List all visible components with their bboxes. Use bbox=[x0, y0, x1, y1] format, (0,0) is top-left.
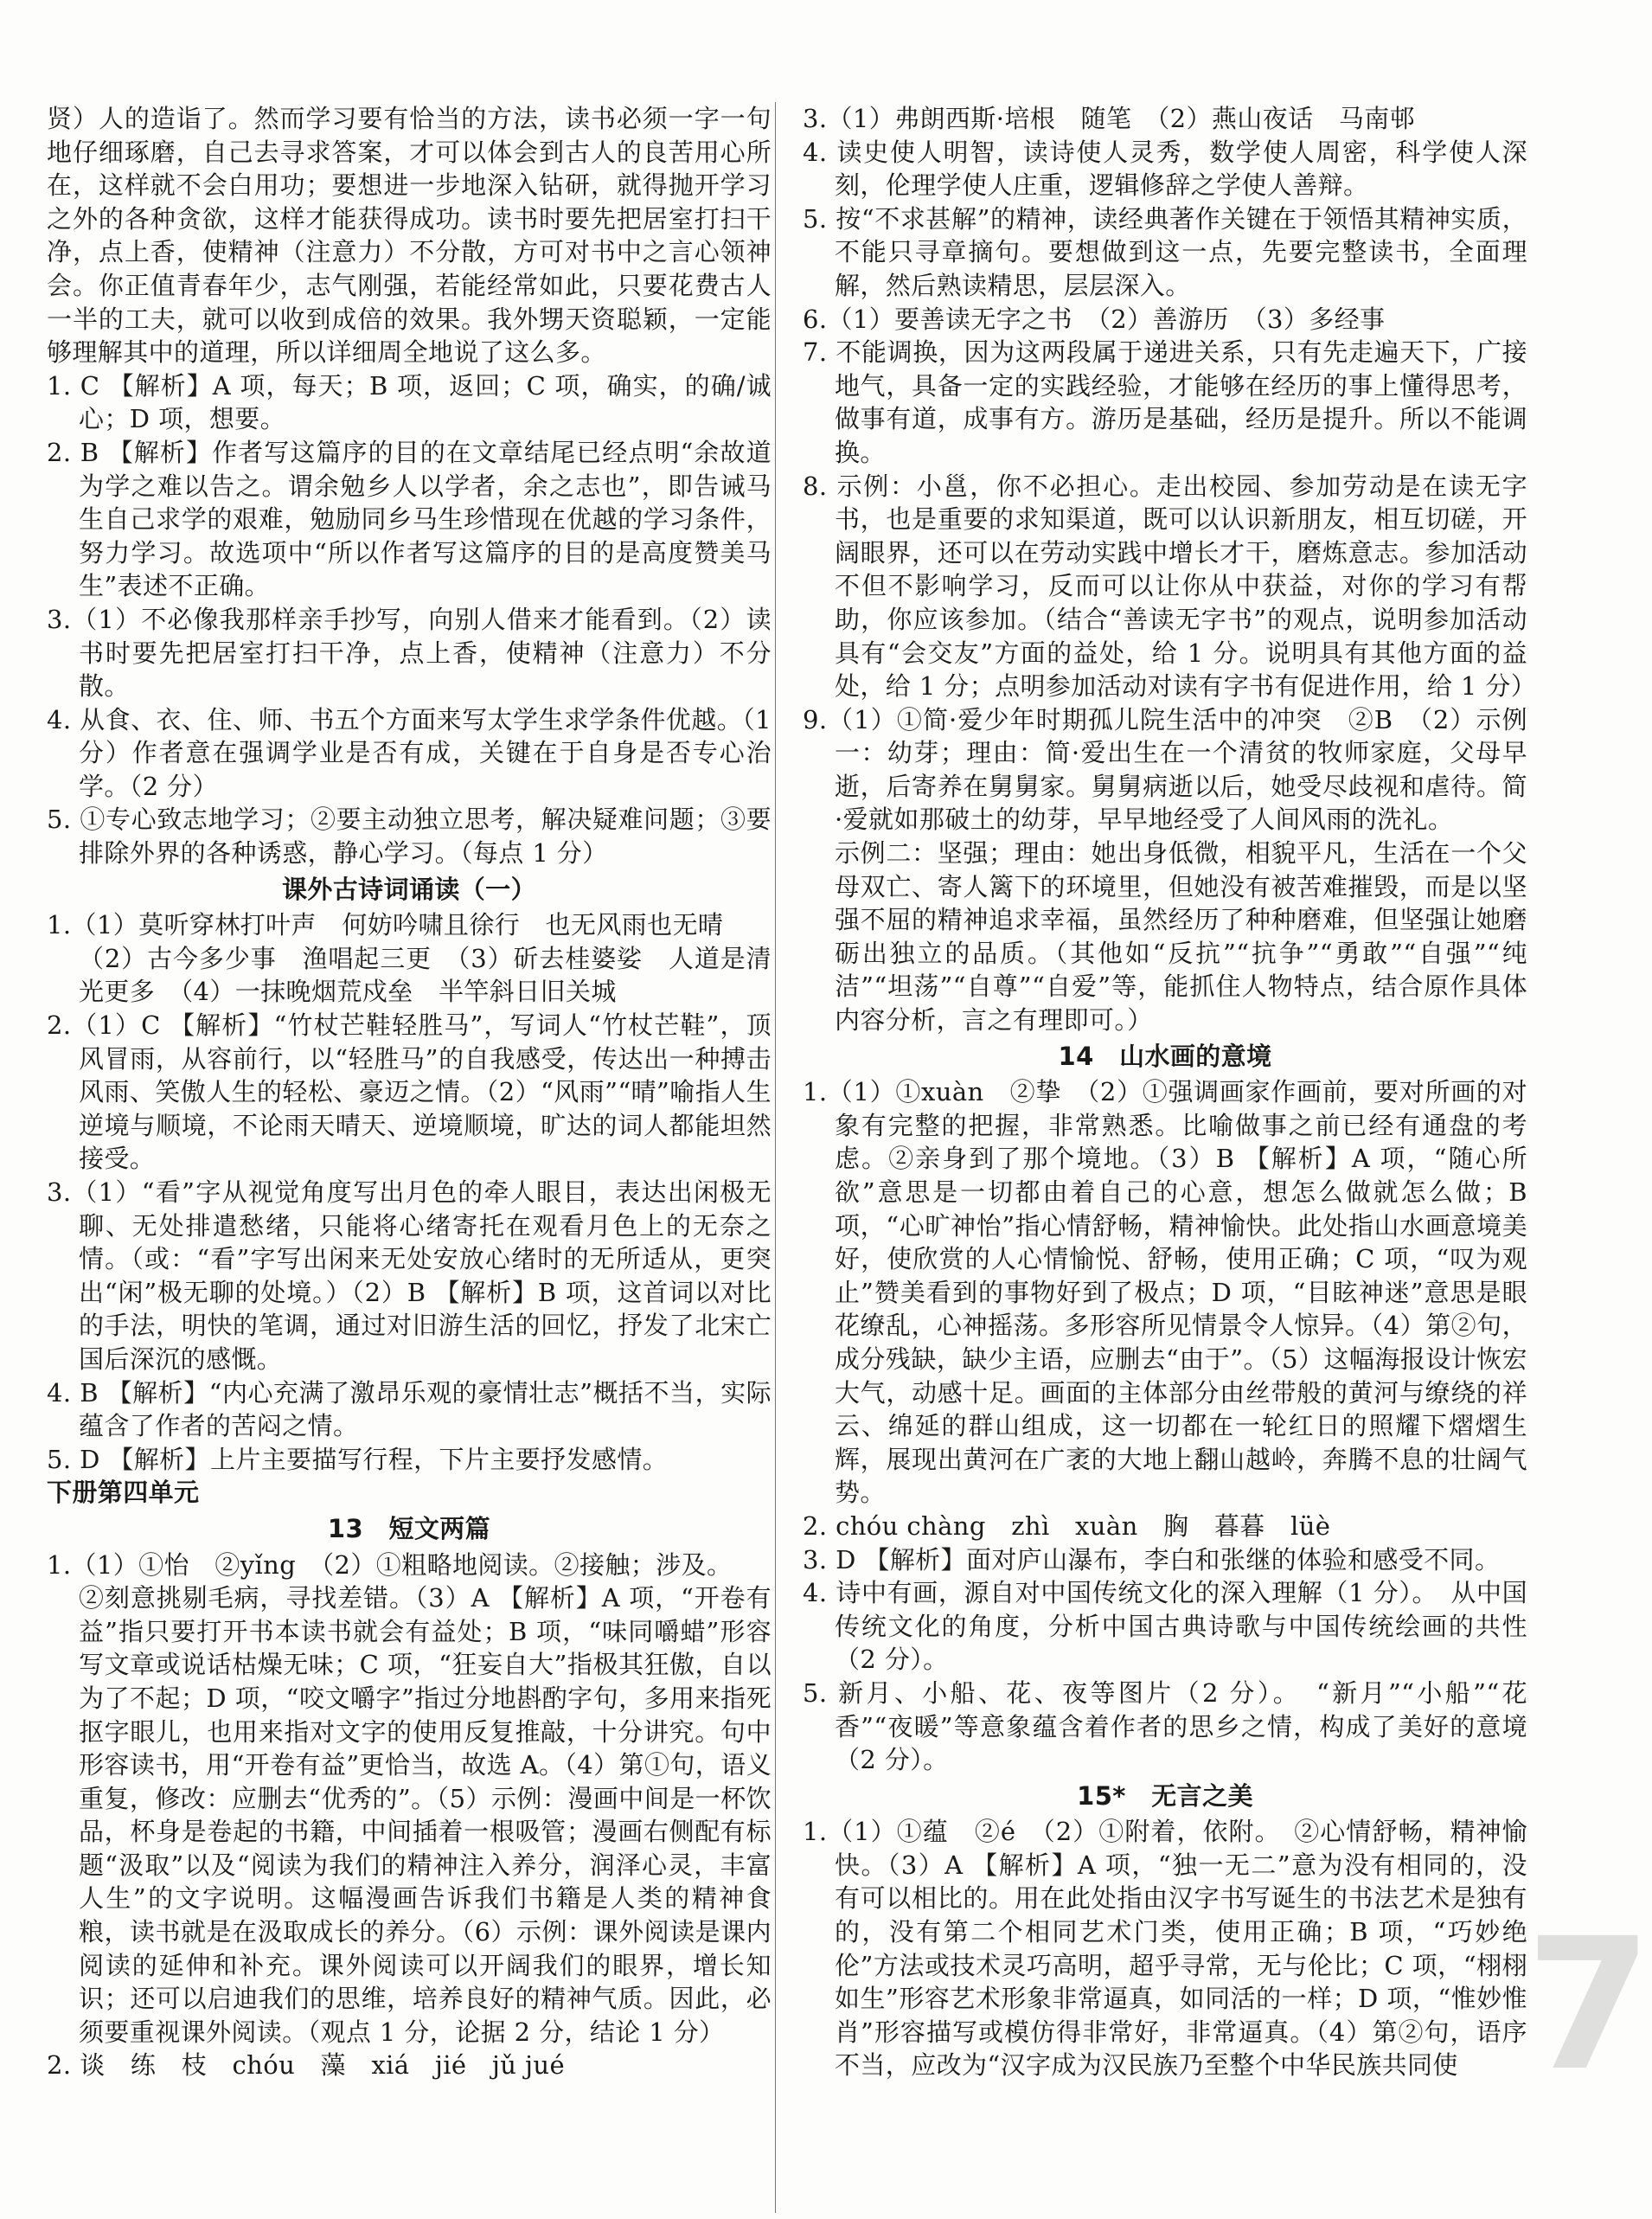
answer-item: 1.（1）①xuàn ②挚 （2）①强调画家作画前，要对所画的对象有完整的把握，非常熟悉。比喻做事之前已经有通盘的考虑。②亲身到了那个境地。（3）B 【解析】A 项，“随心所欲”意思是一切都由着自己的心意，想怎么做就怎么做；B 项，“心旷神怡”指心情舒畅，精神愉快。此处指山水画意境美好，使欣赏的人心情愉悦、舒畅，使用正确；C 项，“叹为观止”赞美看到的事物好到了极点；D 项，“目眩神迷”意思是眼花缭乱，心神摇荡。多形容所见情景令人惊异。（4）第②句，成分残缺，缺少主语，应删去“由于”。（5）这幅海报设计恢宏大气，动感十足。画面的主体部分由丝带般的黄河与缭绕的祥云、绵延的群山组成，这一切都在一轮红日的照耀下熠熠生辉，展现出黄河在广袤的大地上翻山越岭，奔腾不息的壮阔气势。 bbox=[803, 1077, 1527, 1508]
page-number: 7 bbox=[1526, 1899, 1652, 2111]
answer-item: 5. 新月、小船、花、夜等图片（2 分）。 “新月”“小船”“花香”“夜暖”等意象蕴含着作者的思乡之情，构成了美好的意境（2 分）。 bbox=[803, 1677, 1527, 1775]
answer-item: 5. 按“不求甚解”的精神，读经典著作关键在于领悟其精神实质，不能只寻章摘句。要想做到这一点，先要完整读书，全面理解，然后熟读精思，层层深入。 bbox=[803, 203, 1527, 300]
answer-item: 1.（1）莫听穿林打叶声 何妨吟啸且徐行 也无风雨也无晴 bbox=[47, 910, 724, 940]
paragraph: 贤）人的造诣了。然而学习要有恰当的方法，读书必须一字一句地仔细琢磨，自己去寻求答案，才可以体会到古人的良苦用心所在，这样就不会白用功；要想进一步地深入钻研，就得抛开学习之外的各种贪欲，这样才能获得成功。读书时要先把居室打扫干净，点上香，使精神（注意力）不分散，方可对书中之言心领神会。你正值青春年少，志气刚强，若能经常如此，只要花费古人一半的工夫，就可以收到成倍的效果。我外甥天资聪颖，一定能够理解其中的道理，所以详细周全地说了这么多。 bbox=[47, 104, 772, 368]
answer-item: 2.（1）C 【解析】“竹杖芒鞋轻胜马”，写词人“竹杖芒鞋”，顶风冒雨，从容前行，以“轻胜马”的自我感受，传达出一种搏击风雨、笑傲人生的轻松、豪迈之情。（2）“风雨”“晴”喻指人生逆境与顺境，不论雨天晴天、逆境顺境，旷达的词人都能坦然接受。 bbox=[47, 1010, 772, 1174]
answer-item: 1.（1）①蕴 ②é （2）①附着，依附。 ②心情舒畅，精神愉快。（3）A 【解析】A 项，“独一无二”意为没有相同的，没有可以相比的。用在此处指由汉字书写诞生的书法艺术是独有的，没有第二个相同艺术门类，使用正确；B 项，“巧妙绝伦”方法或技术灵巧高明，超乎寻常，无与伦比；C 项，“栩栩如生”形容艺术形象非常逼真，如同活的一样；D 项，“惟妙惟肖”形容描写或模仿得非常好，非常逼真。（4）第②句，语序不当，应改为“汉字成为汉民族乃至整个中华民族共同使 bbox=[803, 1817, 1527, 2081]
answer-item: 3.（1）不必像我那样亲手抄写，向别人借来才能看到。（2）读书时要先把居室打扫干净，点上香，使精神（注意力）不分散。 bbox=[47, 604, 772, 702]
unit-heading: 下册第四单元 bbox=[47, 1478, 200, 1508]
right-column bbox=[803, 102, 1537, 2082]
answer-item: 2. 谈 练 枝 chóu 藻 xiá jié jǔ jué bbox=[47, 2050, 566, 2081]
answer-item: 2. B 【解析】作者写这篇序的目的在文章结尾已经点明“余故道为学之难以告之。谓余勉乡人以学者，余之志也”，即告诫马生自己求学的艰难，勉励同乡马生珍惜现在优越的学习条件，努力学习。故选项中“所以作者写这篇序的目的是高度赞美马生”表述不正确。 bbox=[47, 437, 772, 601]
left-column bbox=[47, 102, 772, 2082]
answer-item: 4. 读史使人明智，读诗使人灵秀，数学使人周密，科学使人深刻，伦理学使人庄重，逻辑修辞之学使人善辩。 bbox=[803, 137, 1527, 201]
answer-item: 3. D 【解析】面对庐山瀑布，李白和张继的体验和感受不同。 bbox=[803, 1544, 1501, 1574]
section-title: 14 山水画的意境 bbox=[1058, 1041, 1272, 1071]
answer-item: 1. C 【解析】A 项，每天；B 项，返回；C 项，确实，的确/诚心；D 项，想要。 bbox=[47, 370, 772, 434]
answer-item: 4. B 【解析】“内心充满了激昂乐观的豪情壮志”概括不当，实际蕴含了作者的苦闷之情。 bbox=[47, 1377, 772, 1441]
answer-item: 4. 从食、衣、住、师、书五个方面来写太学生求学条件优越。（1 分）作者意在强调学业是否有成，关键在于自身是否专心治学。（2 分） bbox=[47, 704, 772, 801]
section-title: 课外古诗词诵读（一） bbox=[281, 874, 536, 904]
column-divider bbox=[775, 102, 776, 2213]
answer-item: 3.（1）弗朗西斯·培根 随笔 （2）燕山夜话 马南邨 bbox=[803, 104, 1416, 133]
answer-item: 5. ①专心致志地学习；②要主动独立思考，解决疑难问题；③要排除外界的各种诱惑，静心学习。（每点 1 分） bbox=[47, 805, 772, 869]
answer-item: 5. D 【解析】上片主要描写行程，下片主要抒发感情。 bbox=[47, 1444, 669, 1474]
answer-item: 6.（1）要善读无字之书 （2）善游历 （3）多经事 bbox=[803, 304, 1386, 334]
answer-continuation: ②刻意挑剔毛病，寻找差错。（3）A 【解析】A 项，“开卷有益”指只要打开书本读书就会有益处；B 项，“味同嚼蜡”形容写文章或说话枯燥无味；C 项，“狂妄自大”指极其狂傲，自以为了不起；D 项，“咬文嚼字”指过分地斟酌字句，多用来指死抠字眼儿，也用来指对文字的使用反复推敲，十分讲究。句中形容读书，用“开卷有益”更恰当，故选 A。（4）第①句，语义重复，修改：应删去“优秀的”。（5）示例：漫画中间是一杯饮品，杯身是卷起的书籍，中间插着一根吸管；漫画右侧配有标题“汲取”以及“阅读为我们的精神注入养分，润泽心灵，丰富人生”的文字说明。这幅漫画告诉我们书籍是人类的精神食粮，读书就是在汲取成长的养分。（6）示例：课外阅读是课内阅读的延伸和补充。课外阅读可以开阔我们的眼界，增长知识；还可以启迪我们的思维，培养良好的精神气质。因此，必须要重视课外阅读。（观点 1 分，论据 2 分，结论 1 分） bbox=[79, 1583, 772, 2047]
answer-item: 7. 不能调换，因为这两段属于递进关系，只有先走遍天下，广接地气，具备一定的实践经验，才能够在经历的事上懂得思考，做事有道，成事有方。游历是基础，经历是提升。所以不能调换。 bbox=[803, 337, 1527, 467]
answer-item: 4. 诗中有画，源自对中国传统文化的深入理解（1 分）。 从中国传统文化的角度，分析中国古典诗歌与中国传统绘画的共性（2 分）。 bbox=[803, 1578, 1527, 1675]
answer-item: 3.（1）“看”字从视觉角度写出月色的牵人眼目，表达出闲极无聊、无处排遣愁绪，只能将心绪寄托在观看月色上的无奈之情。（或：“看”字写出闲来无处安放心绪时的无所适从，更突出“闲”极无聊的处境。）（2）B 【解析】B 项，这首词以对比的手法，明快的笔调，通过对旧游生活的回忆，抒发了北宋亡国后深沉的感慨。 bbox=[47, 1177, 772, 1374]
section-title: 15* 无言之美 bbox=[1077, 1780, 1253, 1811]
answer-item: 9.（1）①简·爱少年时期孤儿院生活中的冲突 ②B （2）示例一：幼芽；理由：简·爱出生在一个清贫的牧师家庭，父母早逝，后寄养在舅舅家。舅舅病逝以后，她受尽歧视和虐待。简·爱就如那破土的幼芽，早早地经受了人间风雨的洗礼。 bbox=[803, 704, 1527, 835]
section-title: 13 短文两篇 bbox=[327, 1513, 491, 1543]
answer-item: 2. chóu chàng zhì xuàn 胸 暮暮 lüè bbox=[803, 1510, 1331, 1541]
answer-continuation: （2）古今多少事 渔唱起三更 （3）斫去桂婆娑 人道是清光更多 （4）一抹晚烟荒戍垒 半竿斜日旧关城 bbox=[79, 943, 772, 1007]
page-number-corner bbox=[1519, 1899, 1652, 2111]
answer-item: 1.（1）①怡 ②yǐng （2）①粗略地阅读。②接触；涉及。 bbox=[47, 1549, 733, 1580]
answer-continuation: 示例二：坚强；理由：她出身低微，相貌平凡，生活在一个父母双亡、寄人篱下的环境里，但她没有被苦难摧毁，而是以坚强不屈的精神追求幸福，虽然经历了种种磨难，但坚强让她磨砺出独立的品质。（其他如“反抗”“抗争”“勇敢”“自强”“纯洁”“坦荡”“自尊”“自爱”等，能抓住人物特点，结合原作具体内容分析，言之有理即可。） bbox=[835, 838, 1527, 1036]
answer-item: 8. 示例：小邕，你不必担心。走出校园、参加劳动是在读无字书，也是重要的求知渠道，既可以认识新朋友，相互切磋，开阔眼界，还可以在劳动实践中增长才干，磨炼意志。参加活动不但不影响学习，反而可以让你从中获益，对你的学习有帮助，你应该参加。（结合“善读无字书”的观点，说明参加活动具有“会交友”方面的益处，给 1 分。说明具有其他方面的益处，给 1 分；点明参加活动对读有字书有促进作用，给 1 分） bbox=[803, 471, 1537, 702]
